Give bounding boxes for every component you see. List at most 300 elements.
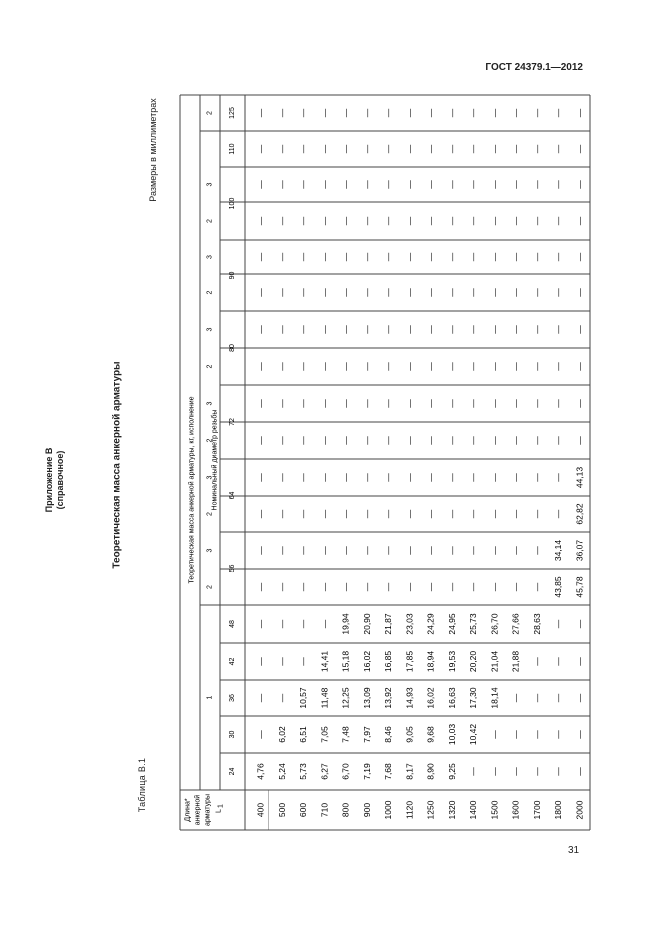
mass-value: 7,48: [340, 726, 351, 743]
mass-value: —: [319, 473, 330, 482]
mass-value: —: [489, 180, 500, 189]
mass-value: 14,41: [319, 650, 330, 673]
appendix-title: Приложение В: [44, 447, 54, 513]
length-value: 1320: [446, 800, 457, 820]
mass-value: 16,02: [361, 650, 372, 673]
mass-value: —: [404, 180, 415, 189]
mass-value: —: [531, 730, 542, 739]
diameter-label: 125: [229, 107, 236, 119]
mass-value: —: [298, 288, 309, 297]
mass-value: 10,42: [468, 723, 479, 746]
mass-value: —: [383, 108, 394, 118]
mass-value: —: [510, 252, 521, 262]
mass-value: —: [489, 144, 500, 154]
mass-value: —: [446, 108, 457, 118]
mass-value: —: [468, 180, 479, 189]
mass-value: —: [298, 619, 309, 629]
mass-value: —: [276, 399, 287, 408]
mass-value: —: [276, 657, 287, 666]
mass-value: —: [276, 693, 287, 703]
mass-value: —: [468, 767, 479, 776]
mass-value: —: [574, 657, 585, 666]
mass-value: —: [255, 693, 266, 703]
mass-value: —: [553, 399, 564, 408]
mass-value: —: [531, 436, 542, 445]
mass-value: —: [510, 730, 521, 739]
exec-label: 2: [206, 111, 214, 115]
mass-value: 7,19: [361, 763, 372, 780]
exec-label: 2: [206, 364, 214, 369]
mass-value: —: [319, 325, 330, 334]
mass-value: 34,14: [553, 539, 564, 562]
mass-value: —: [319, 399, 330, 408]
mass-value: —: [531, 216, 542, 226]
mass-value: —: [425, 546, 436, 555]
mass-value: —: [361, 180, 372, 189]
length-header: 1: [217, 804, 225, 808]
mass-value: —: [276, 362, 287, 371]
exec-label: 2: [206, 585, 214, 589]
mass-value: —: [425, 180, 436, 189]
mass-value: —: [468, 108, 479, 118]
mass-value: —: [553, 144, 564, 154]
mass-value: —: [319, 216, 330, 226]
mass-value: —: [510, 582, 521, 592]
mass-value: 44,13: [574, 466, 585, 489]
mass-value: —: [574, 730, 585, 739]
length-value: 1400: [468, 800, 479, 820]
mass-value: —: [383, 252, 394, 262]
mass-value: 11,48: [319, 687, 330, 709]
mass-value: 12,25: [340, 687, 351, 709]
mass-value: —: [553, 252, 564, 262]
mass-value: —: [361, 108, 372, 118]
mass-value: —: [510, 362, 521, 371]
diameter-label: 48: [229, 620, 236, 628]
mass-value: —: [404, 216, 415, 226]
mass-value: —: [510, 436, 521, 445]
mass-value: —: [425, 108, 436, 118]
mass-value: 13,09: [361, 687, 372, 709]
mass-value: —: [425, 473, 436, 482]
mass-value: —: [531, 252, 542, 262]
mass-value: —: [255, 144, 266, 154]
mass-value: 17,30: [468, 687, 479, 709]
mass-value: —: [510, 546, 521, 555]
mass-value: 14,93: [404, 687, 415, 709]
mass-value: 6,51: [298, 726, 309, 743]
mass-value: —: [361, 325, 372, 334]
mass-value: 23,03: [404, 613, 415, 635]
mass-value: —: [531, 399, 542, 408]
mass-value: 19,94: [340, 613, 351, 635]
mass-value: —: [319, 144, 330, 154]
mass-value: —: [510, 693, 521, 703]
mass-value: 43,85: [553, 576, 564, 598]
mass-value: —: [298, 436, 309, 445]
mass-value: —: [531, 767, 542, 776]
mass-value: —: [553, 473, 564, 482]
mass-value: —: [489, 252, 500, 262]
mass-value: —: [404, 473, 415, 482]
mass-value: —: [553, 657, 564, 666]
mass-value: —: [298, 108, 309, 118]
mass-value: 45,78: [574, 576, 585, 598]
mass-value: —: [425, 288, 436, 297]
mass-value: —: [340, 546, 351, 555]
mass-value: —: [340, 325, 351, 334]
mass-value: —: [553, 288, 564, 297]
mass-value: —: [255, 436, 266, 445]
mass-value: —: [553, 730, 564, 739]
diameter-label: 110: [229, 143, 236, 155]
mass-value: —: [383, 288, 394, 297]
length-header: арматуры: [204, 794, 212, 826]
mass-value: —: [574, 399, 585, 408]
mass-value: —: [574, 108, 585, 118]
mass-value: —: [383, 399, 394, 408]
mass-value: —: [255, 509, 266, 519]
exec-label: 2: [206, 512, 214, 516]
mass-value: —: [468, 582, 479, 592]
mass-value: —: [553, 767, 564, 776]
length-value: 600: [298, 802, 309, 818]
mass-value: —: [574, 180, 585, 189]
mass-value: —: [276, 216, 287, 226]
mass-value: —: [531, 144, 542, 154]
mass-value: —: [446, 325, 457, 334]
mass-value: —: [404, 582, 415, 592]
mass-value: —: [340, 473, 351, 482]
mass-value: —: [340, 582, 351, 592]
mass-value: —: [340, 288, 351, 297]
mass-value: —: [468, 252, 479, 262]
mass-value: —: [361, 582, 372, 592]
mass-value: —: [553, 509, 564, 519]
mass-value: —: [361, 216, 372, 226]
mass-value: —: [276, 108, 287, 118]
diameter-label: 42: [229, 657, 236, 666]
mass-value: —: [489, 582, 500, 592]
mass-value: —: [361, 399, 372, 408]
length-value: 1700: [531, 800, 542, 820]
mass-value: —: [276, 473, 287, 482]
exec-1-label: 1: [206, 695, 214, 700]
mass-value: —: [404, 362, 415, 371]
mass-value: —: [383, 325, 394, 334]
mass-value: —: [489, 436, 500, 445]
mass-value: —: [531, 288, 542, 297]
mass-value: —: [489, 730, 500, 739]
mass-value: —: [276, 180, 287, 189]
length-value: 1250: [425, 800, 436, 820]
mass-value: 5,24: [276, 763, 287, 780]
mass-value: 10,57: [298, 687, 309, 709]
mass-value: —: [531, 657, 542, 666]
mass-value: 21,87: [383, 613, 394, 635]
mass-value: —: [468, 399, 479, 408]
mass-value: —: [425, 436, 436, 445]
mass-value: —: [319, 252, 330, 262]
mass-value: —: [298, 180, 309, 189]
mass-value: —: [361, 436, 372, 445]
exec-label: 3: [206, 255, 214, 259]
mass-value: —: [468, 288, 479, 297]
mass-value: —: [361, 288, 372, 297]
mass-value: —: [340, 144, 351, 154]
mass-value: —: [468, 325, 479, 334]
mass-value: 62,82: [574, 503, 585, 525]
mass-value: —: [298, 473, 309, 482]
mass-value: —: [553, 619, 564, 629]
mass-value: —: [446, 582, 457, 592]
mass-value: —: [276, 325, 287, 334]
mass-value: —: [425, 325, 436, 334]
mass-value: —: [510, 180, 521, 189]
mass-value: —: [489, 362, 500, 371]
mass-value: —: [276, 619, 287, 629]
mass-value: —: [276, 436, 287, 445]
mass-value: —: [255, 619, 266, 629]
mass-value: 16,63: [446, 687, 457, 709]
mass-value: —: [255, 325, 266, 334]
mass-value: 5,73: [298, 763, 309, 780]
mass-value: —: [510, 509, 521, 519]
diameter-label: 24: [229, 767, 236, 776]
length-value: 1800: [553, 800, 564, 820]
mass-value: —: [255, 108, 266, 118]
mass-value: —: [298, 546, 309, 555]
diameter-label: 90: [229, 271, 236, 280]
mass-value: —: [468, 362, 479, 371]
mass-value: —: [255, 252, 266, 262]
mass-value: —: [553, 325, 564, 334]
mass-value: —: [446, 473, 457, 482]
mass-value: —: [510, 325, 521, 334]
exec-label: 3: [206, 327, 214, 332]
length-header: Длина*: [184, 798, 192, 822]
length-value: 2000: [574, 800, 585, 820]
mass-value: —: [531, 509, 542, 519]
mass-value: —: [298, 325, 309, 334]
mass-value: —: [383, 180, 394, 189]
length-header: анкерной: [194, 794, 202, 826]
mass-value: —: [383, 546, 394, 555]
mass-value: 9,68: [425, 726, 436, 743]
mass-value: 13,92: [383, 687, 394, 709]
mass-value: —: [319, 362, 330, 371]
mass-value: —: [340, 436, 351, 445]
standard-code: ГОСТ 24379.1—2012: [485, 62, 583, 73]
mass-value: —: [383, 473, 394, 482]
mass-value: —: [340, 108, 351, 118]
mass-value: —: [574, 767, 585, 776]
exec-label: 2: [206, 438, 214, 443]
diameter-label: 80: [229, 344, 236, 352]
mass-value: 7,05: [319, 726, 330, 743]
mass-value: —: [361, 546, 372, 555]
mass-value: —: [446, 362, 457, 371]
exec-label: 3: [206, 182, 214, 187]
mass-value: —: [404, 399, 415, 408]
mass-value: 27,66: [510, 613, 521, 635]
mass-value: —: [425, 252, 436, 262]
mass-value: —: [298, 144, 309, 154]
mass-value: 9,05: [404, 726, 415, 743]
mass-value: 8,90: [425, 763, 436, 780]
mass-value: 18,14: [489, 687, 500, 709]
mass-value: 6,02: [276, 726, 287, 743]
mass-value: —: [404, 144, 415, 154]
mass-value: —: [404, 509, 415, 519]
mass-value: —: [404, 252, 415, 262]
exec-label: 2: [206, 290, 214, 295]
units-note: Размеры в миллиметрах: [148, 98, 158, 202]
mass-value: —: [319, 288, 330, 297]
mass-value: —: [510, 108, 521, 118]
mass-value: 8,17: [404, 763, 415, 780]
mass-value: —: [383, 362, 394, 371]
length-value: 800: [340, 802, 351, 818]
mass-value: —: [446, 180, 457, 189]
mass-value: —: [361, 252, 372, 262]
length-value: 400: [255, 802, 266, 818]
diameter-label: 100: [229, 197, 236, 210]
length-value: 1000: [383, 800, 394, 820]
mass-value: 16,85: [383, 650, 394, 673]
mass-value: —: [446, 546, 457, 555]
mass-value: —: [298, 216, 309, 226]
mass-value: 4,76: [255, 763, 266, 780]
length-value: 900: [361, 802, 372, 818]
mass-value: —: [574, 693, 585, 703]
diameter-header: Номинальный диаметр резьбы: [211, 409, 219, 511]
mass-value: —: [574, 252, 585, 262]
diameter-label: 36: [229, 694, 236, 702]
page-number: 31: [568, 845, 580, 856]
mass-value: —: [276, 252, 287, 262]
length-header: L: [215, 809, 223, 813]
mass-value: —: [340, 180, 351, 189]
mass-value: —: [255, 362, 266, 371]
mass-value: —: [553, 693, 564, 703]
mass-value: —: [425, 582, 436, 592]
mass-value: 15,18: [340, 650, 351, 673]
mass-value: —: [531, 693, 542, 703]
mass-value: —: [319, 619, 330, 629]
mass-value: —: [531, 546, 542, 555]
mass-value: —: [383, 144, 394, 154]
mass-value: 21,88: [510, 650, 521, 673]
mass-value: —: [319, 436, 330, 445]
mass-value: —: [340, 509, 351, 519]
mass-value: —: [276, 144, 287, 154]
mass-value: —: [574, 619, 585, 629]
mass-value: 28,63: [531, 613, 542, 635]
mass-value: —: [255, 216, 266, 226]
mass-value: —: [255, 473, 266, 482]
mass-value: —: [383, 582, 394, 592]
mass-value: —: [510, 473, 521, 482]
mass-value: —: [468, 436, 479, 445]
mass-value: —: [276, 582, 287, 592]
mass-value: —: [255, 582, 266, 592]
mass-value: —: [298, 582, 309, 592]
document-title: Теоретическая масса анкерной арматуры: [111, 361, 123, 569]
mass-value: —: [404, 288, 415, 297]
length-value: 1500: [489, 800, 500, 820]
mass-value: 25,73: [468, 613, 479, 635]
mass-value: —: [489, 288, 500, 297]
mass-value: —: [319, 509, 330, 519]
mass-value: —: [383, 216, 394, 226]
mass-value: —: [319, 582, 330, 592]
mass-value: —: [574, 288, 585, 297]
table-label: Таблица В.1: [137, 757, 147, 813]
mass-value: —: [255, 288, 266, 297]
mass-value: —: [298, 657, 309, 666]
mass-value: —: [446, 216, 457, 226]
exec-label: 3: [206, 401, 214, 406]
mass-value: 19,53: [446, 650, 457, 673]
mass-value: —: [468, 216, 479, 226]
mass-value: 18,94: [425, 650, 436, 673]
mass-value: —: [319, 546, 330, 555]
diameter-label: 56: [229, 564, 236, 573]
diameter-label: 64: [229, 491, 236, 500]
mass-value: —: [574, 362, 585, 371]
mass-value: —: [425, 216, 436, 226]
exec-label: 3: [206, 548, 214, 553]
mass-value: —: [531, 108, 542, 118]
mass-value: —: [574, 216, 585, 226]
mass-value: 24,95: [446, 613, 457, 635]
mass-value: —: [255, 730, 266, 739]
mass-value: —: [553, 180, 564, 189]
mass-value: —: [553, 108, 564, 118]
mass-value: —: [340, 216, 351, 226]
length-value: 710: [319, 802, 330, 818]
mass-value: 26,70: [489, 613, 500, 635]
mass-value: —: [510, 399, 521, 408]
exec-label: 3: [206, 475, 214, 480]
mass-value: —: [276, 509, 287, 519]
mass-value: —: [574, 144, 585, 154]
mass-value: —: [489, 546, 500, 555]
mass-value: —: [489, 767, 500, 776]
mass-value: —: [255, 657, 266, 666]
mass-value: —: [340, 362, 351, 371]
mass-value: 36,07: [574, 539, 585, 562]
mass-value: —: [489, 108, 500, 118]
mass-value: —: [489, 216, 500, 226]
mass-value: —: [510, 216, 521, 226]
mass-value: 10,03: [446, 723, 457, 746]
mass-value: —: [446, 288, 457, 297]
mass-value: —: [468, 144, 479, 154]
mass-value: —: [255, 546, 266, 555]
mass-value: 6,27: [319, 763, 330, 780]
mass-value: —: [404, 436, 415, 445]
mass-value: —: [361, 473, 372, 482]
mass-value: —: [340, 252, 351, 262]
mass-value: —: [383, 509, 394, 519]
mass-value: —: [553, 436, 564, 445]
diameter-label: 72: [229, 418, 236, 426]
mass-value: —: [276, 546, 287, 555]
mass-value: —: [361, 144, 372, 154]
mass-value: —: [425, 144, 436, 154]
